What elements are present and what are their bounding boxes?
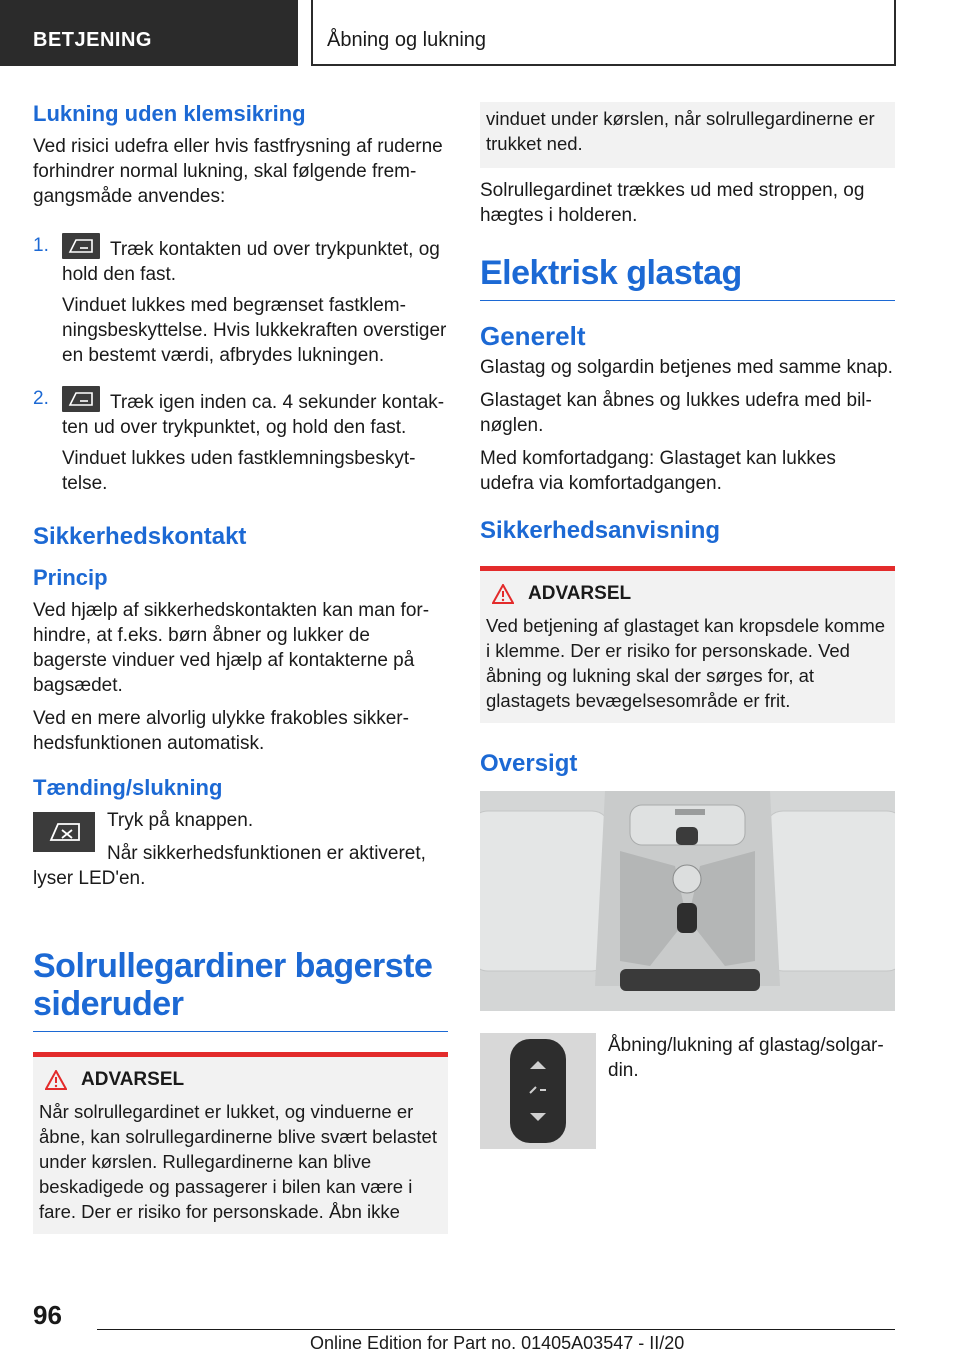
chapter-tab: Åbning og lukning [311, 0, 896, 66]
warning-text: Ved betjening af glastaget kan kropsdele komme i klemme. Der er risiko for personskade. Ved åbning og lukning skal der sørges for, at glastagets bevægelsesområde er frit. [486, 615, 886, 711]
heading-taending: Tænding/slukning [33, 775, 223, 800]
step-1-note: Vinduet lukkes med begrænset fastklemningsbeskyttelse. Hvis lukkekraften overstiger en bestemt værdi, afbrydes lukningen. [62, 295, 447, 366]
warning-box-solrulle [33, 1052, 448, 1234]
paragraph-taending-2: Når sikkerhedsfunktionen er aktiveret, lyser LED'en. [33, 843, 426, 889]
roof-switch-photo [480, 1033, 596, 1149]
section-tab: BETJENING [0, 0, 298, 66]
heading-generelt: Generelt [480, 321, 586, 351]
paragraph-generelt-2: Glastaget kan åbnes og lukkes udefra med bilnøglen. [480, 390, 872, 436]
warning-text: Når solrullegardinet er lukket, og vinduerne er åbne, kan solrullegardinerne blive svært belastet under kørslen. Rullegardinerne kan blive beskadigede og passagerer i bilen kan være i fare. Der er risiko for personskade. Åbn ikke [39, 1101, 437, 1222]
window-switch-icon [62, 386, 100, 412]
window-switch-icon [62, 233, 100, 259]
paragraph-princip-1: Ved hjælp af sikkerhedskontakten kan man forhindre, at f.eks. børn åbner og lukker de bagerste vinduer ved hjælp af kontakterne på bagsædet. [33, 600, 430, 696]
warning-title: ADVARSEL [528, 583, 632, 604]
step-2-text: Træk igen inden ca. 4 sekunder kontakten ud over trykpunktet, og hold den fast. [62, 392, 445, 438]
step-1-text: Træk kontakten ud over trykpunktet, og hold den fast. [62, 239, 440, 285]
heading-princip: Princip [33, 565, 108, 590]
heading-solrullegardiner: Solrullegardiner bagerste sideruder [33, 947, 448, 1032]
page-header [0, 0, 960, 66]
paragraph-strop: Solrullegardinet trækkes ud med stroppen, og hægtes i holderen. [480, 180, 865, 226]
warning-triangle-icon [45, 1070, 67, 1090]
right-column [480, 100, 895, 1149]
paragraph-generelt-3: Med komfortadgang: Glastaget kan lukkes udefra via komfortadgangen. [480, 448, 836, 494]
edition-text: Online Edition for Part no. 01405A03547 - II/20 [310, 1333, 685, 1353]
paragraph-taending-1: Tryk på knappen. [107, 810, 254, 831]
page-number: 96 [33, 1300, 62, 1330]
child-lock-button-icon [33, 812, 95, 852]
step-2-note: Vinduet lukkes uden fastklemningsbeskyttelse. [62, 448, 416, 494]
heading-sikkerhedsanvisning: Sikkerhedsanvisning [480, 517, 721, 544]
heading-sikkerhedskontakt: Sikkerhedskontakt [33, 523, 247, 550]
paragraph-lukning: Ved risici udefra eller hvis fastfrysning af ruderne forhindrer normal lukning, skal følgende fremgangsmåde anvendes: [33, 136, 443, 207]
footer-divider [97, 1329, 895, 1330]
warning-continuation-text: vinduet under kørslen, når solrullegardinerne er trukket ned. [486, 108, 875, 154]
step-1 [33, 233, 448, 376]
paragraph-generelt-1: Glastag og solgardin betjenes med samme knap. [480, 357, 893, 378]
roof-console-photo [480, 791, 895, 1011]
heading-lukning: Lukning uden klemsikring [33, 101, 306, 126]
step-number: 1. [33, 235, 49, 256]
heading-elektrisk-glastag: Elektrisk glastag [480, 254, 895, 301]
warning-continuation [480, 102, 895, 168]
warning-title: ADVARSEL [81, 1069, 185, 1090]
step-2 [33, 386, 448, 504]
left-column [33, 100, 448, 1234]
warning-triangle-icon [492, 584, 514, 604]
warning-box-glastag [480, 566, 895, 723]
heading-oversigt: Oversigt [480, 750, 578, 777]
paragraph-princip-2: Ved en mere alvorlig ulykke frakobles sikkerhedsfunktionen automatisk. [33, 708, 409, 754]
photo-caption: Åbning/lukning af glastag/solgardin. [608, 1035, 884, 1081]
step-number: 2. [33, 388, 49, 409]
